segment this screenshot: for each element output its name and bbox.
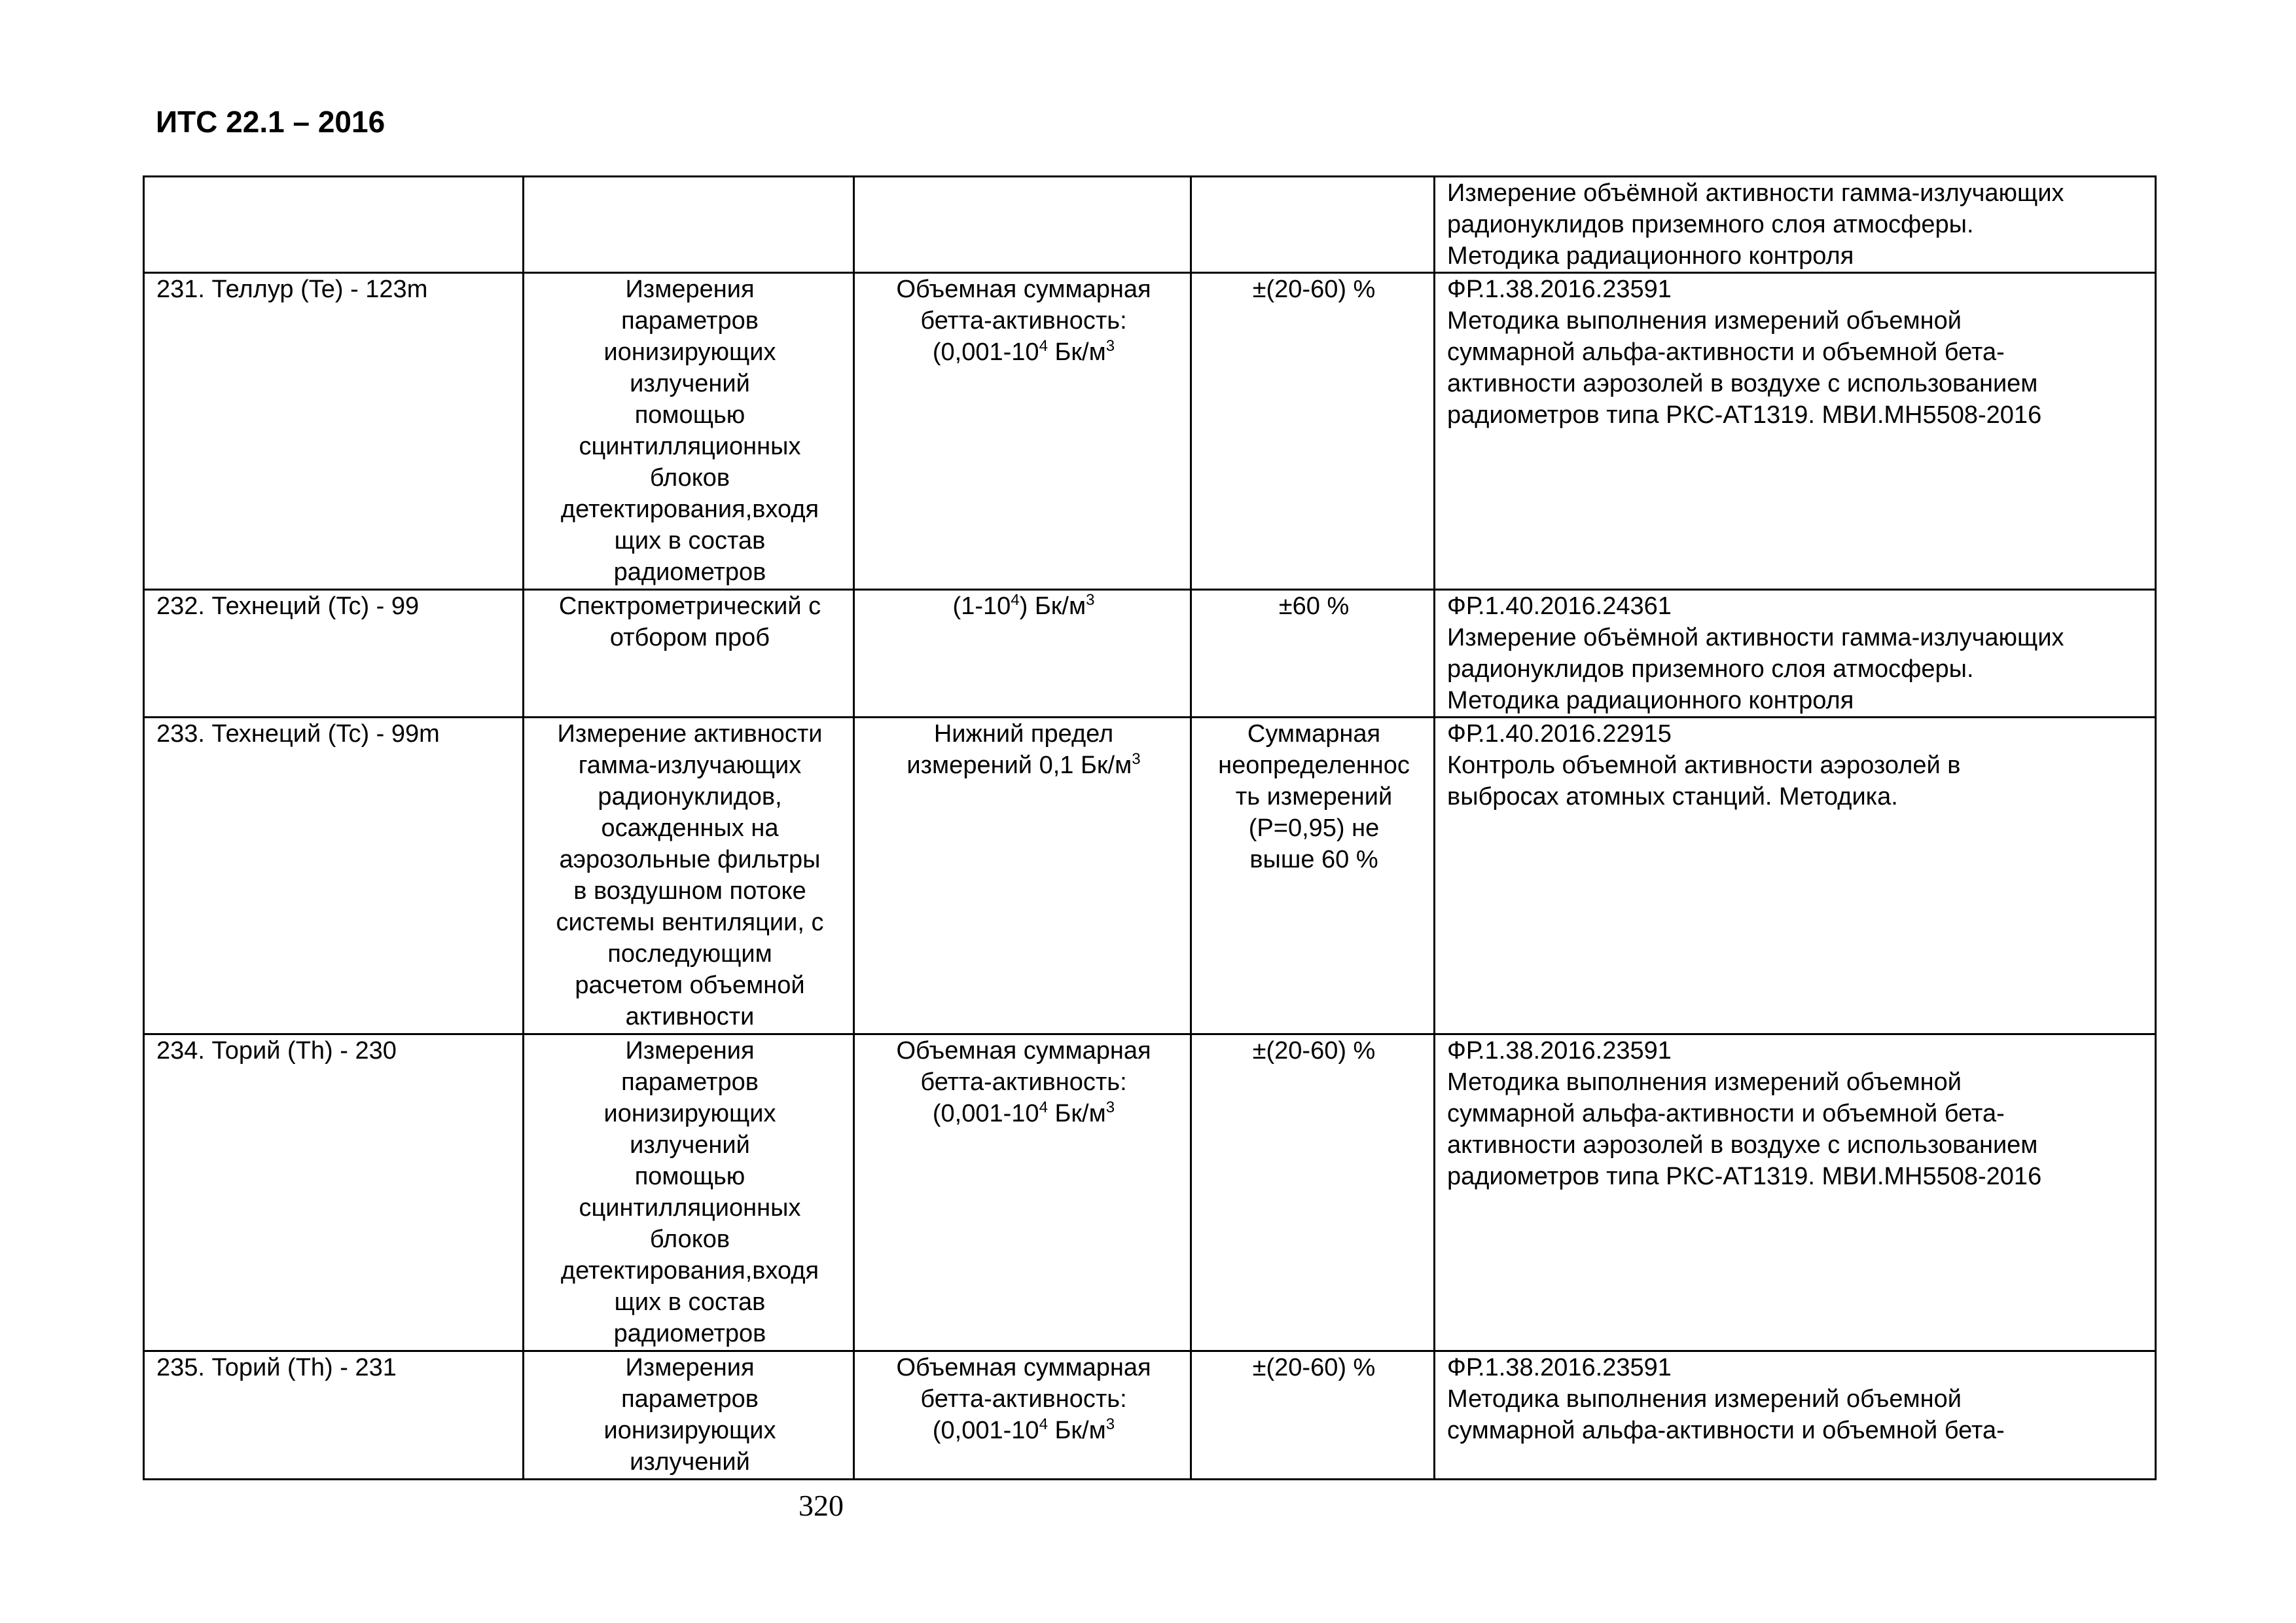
cell-document [1435, 1351, 2156, 1480]
methods-table [143, 175, 2157, 1480]
document-header: ИТС 22.1 – 2016 [156, 105, 386, 139]
cell-line: суммарной альфа-активности и объемной бета- [1447, 1417, 2005, 1444]
table-body [144, 177, 2156, 1480]
cell-error [1191, 177, 1435, 273]
cell-line: ±(20-60) % [1252, 1354, 1376, 1381]
cell-line: радиометров типа РКС-АТ1319. МВИ.МН5508-2016 [1447, 1163, 2042, 1190]
cell-line: детектирования,входя [560, 496, 819, 523]
cell-line: Измерения [625, 1037, 755, 1065]
cell-line: ионизирующих [603, 338, 776, 366]
cell-line: ФР.1.40.2016.24361 [1447, 593, 1672, 620]
cell-line: Методика радиационного контроля [1447, 687, 1854, 714]
cell-line: $(1-10^4)$ $Бк/м^3$ [952, 591, 1095, 620]
cell-line: измерений 0,1 $Бк/м^3$ [906, 750, 1141, 779]
cell-line: активности аэрозолей в воздухе с использованием [1447, 1131, 2038, 1159]
cell-document [1435, 1034, 2156, 1351]
cell-method [524, 718, 854, 1034]
cell-line: Спектрометрический с [558, 593, 821, 620]
cell-line: суммарной альфа-активности и объемной бета- [1447, 338, 2005, 366]
cell-document [1435, 177, 2156, 273]
cell-line: 233. Технеций (Tc) - 99m [156, 720, 440, 748]
cell-line: Измерение объёмной активности гамма-излучающих [1447, 624, 2064, 651]
cell-line: ±(20-60) % [1252, 1037, 1376, 1065]
cell-line: Измерение объёмной активности гамма-излучающих [1447, 179, 2064, 207]
cell-range [854, 1034, 1191, 1351]
cell-element [144, 1351, 524, 1480]
cell-element [144, 590, 524, 718]
cell-line: щих в состав [614, 1288, 766, 1316]
cell-range [854, 718, 1191, 1034]
cell-line: радиометров [613, 1320, 766, 1347]
cell-line: параметров [621, 1385, 759, 1413]
cell-line: блоков [649, 1226, 730, 1253]
table-row [144, 718, 2156, 1034]
cell-line: Измерение активности [557, 720, 823, 748]
cell-line: Объемная суммарная [896, 1354, 1151, 1381]
cell-line: ($0,001-10^4$ $Бк/м^3$ [932, 1099, 1115, 1127]
cell-line: выше 60 % [1249, 846, 1378, 873]
cell-line: ($0,001-10^4$ $Бк/м^3$ [932, 1415, 1115, 1444]
cell-line: Объемная суммарная [896, 1037, 1151, 1065]
cell-error [1191, 718, 1435, 1034]
cell-line: 235. Торий (Th) - 231 [156, 1354, 397, 1381]
cell-line: аэрозольные фильтры [559, 846, 821, 873]
cell-line: сцинтилляционных [579, 1194, 801, 1222]
cell-line: параметров [621, 307, 759, 335]
cell-error [1191, 273, 1435, 590]
table-row [144, 273, 2156, 590]
cell-line: радиометров [613, 558, 766, 586]
cell-line: суммарной альфа-активности и объемной бета- [1447, 1100, 2005, 1127]
cell-line: радионуклидов приземного слоя атмосферы. [1447, 655, 1974, 683]
cell-element [144, 718, 524, 1034]
cell-line: (P=0,95) не [1248, 814, 1380, 842]
cell-line: Измерения [625, 276, 755, 303]
cell-line: 231. Теллур (Te) - 123m [156, 276, 428, 303]
cell-document [1435, 590, 2156, 718]
cell-line: Суммарная [1247, 720, 1381, 748]
cell-line: осажденных на [601, 814, 779, 842]
cell-line: детектирования,входя [560, 1257, 819, 1285]
cell-line: ть измерений [1235, 783, 1393, 811]
cell-line: излучений [630, 1448, 750, 1476]
cell-element [144, 177, 524, 273]
cell-line: бетта-активность: [920, 1385, 1127, 1413]
cell-line: последующим [607, 940, 772, 968]
cell-line: Контроль объемной активности аэрозолей в [1447, 752, 1961, 779]
table-row [144, 177, 2156, 273]
cell-line: параметров [621, 1068, 759, 1096]
cell-line: ±(20-60) % [1252, 276, 1376, 303]
cell-error [1191, 1351, 1435, 1480]
cell-range [854, 273, 1191, 590]
cell-line: радионуклидов, [598, 783, 782, 811]
cell-element [144, 273, 524, 590]
cell-line: Методика выполнения измерений объемной [1447, 307, 1962, 335]
cell-line: расчетом объемной [575, 972, 805, 999]
cell-range [854, 1351, 1191, 1480]
cell-line: выбросах атомных станций. Методика. [1447, 783, 1898, 811]
cell-error [1191, 590, 1435, 718]
cell-line: помощью [634, 1163, 745, 1190]
cell-error [1191, 1034, 1435, 1351]
cell-method [524, 177, 854, 273]
cell-line: отбором проб [609, 624, 770, 651]
cell-line: ионизирующих [603, 1100, 776, 1127]
cell-line: активности аэрозолей в воздухе с использованием [1447, 370, 2038, 397]
page-number: 320 [798, 1489, 844, 1522]
cell-line: сцинтилляционных [579, 433, 801, 460]
cell-line: 234. Торий (Th) - 230 [156, 1037, 397, 1065]
cell-line: щих в состав [614, 527, 766, 555]
cell-line: 232. Технеций (Tc) - 99 [156, 593, 420, 620]
cell-line: активности [625, 1003, 755, 1030]
cell-line: Объемная суммарная [896, 276, 1151, 303]
cell-line: ФР.1.40.2016.22915 [1447, 720, 1672, 748]
cell-method [524, 590, 854, 718]
cell-element [144, 1034, 524, 1351]
cell-line: Нижний предел [933, 720, 1114, 748]
cell-line: радиометров типа РКС-АТ1319. МВИ.МН5508-2016 [1447, 401, 2042, 429]
cell-line: помощью [634, 401, 745, 429]
cell-line: ±60 % [1278, 593, 1350, 620]
cell-line: бетта-активность: [920, 1068, 1127, 1096]
cell-method [524, 1351, 854, 1480]
cell-method [524, 1034, 854, 1351]
cell-line: излучений [630, 370, 750, 397]
cell-line: блоков [649, 464, 730, 492]
cell-line: ФР.1.38.2016.23591 [1447, 276, 1672, 303]
cell-method [524, 273, 854, 590]
cell-line: бетта-активность: [920, 307, 1127, 335]
cell-line: ($0,001-10^4$ $Бк/м^3$ [932, 337, 1115, 366]
cell-line: Методика выполнения измерений объемной [1447, 1068, 1962, 1096]
cell-line: излучений [630, 1131, 750, 1159]
cell-line: Методика выполнения измерений объемной [1447, 1385, 1962, 1413]
table-row [144, 1034, 2156, 1351]
cell-line: ФР.1.38.2016.23591 [1447, 1037, 1672, 1065]
cell-line: системы вентиляции, с [556, 909, 824, 936]
cell-range [854, 590, 1191, 718]
cell-document [1435, 273, 2156, 590]
cell-line: ФР.1.38.2016.23591 [1447, 1354, 1672, 1381]
cell-line: в воздушном потоке [573, 877, 806, 905]
table-row [144, 590, 2156, 718]
cell-line: неопределеннос [1218, 752, 1410, 779]
cell-document [1435, 718, 2156, 1034]
cell-line: Измерения [625, 1354, 755, 1381]
cell-line: ионизирующих [603, 1417, 776, 1444]
cell-line: гамма-излучающих [578, 752, 802, 779]
cell-line: радионуклидов приземного слоя атмосферы. [1447, 211, 1974, 238]
cell-line: Методика радиационного контроля [1447, 242, 1854, 270]
cell-range [854, 177, 1191, 273]
table-row [144, 1351, 2156, 1480]
